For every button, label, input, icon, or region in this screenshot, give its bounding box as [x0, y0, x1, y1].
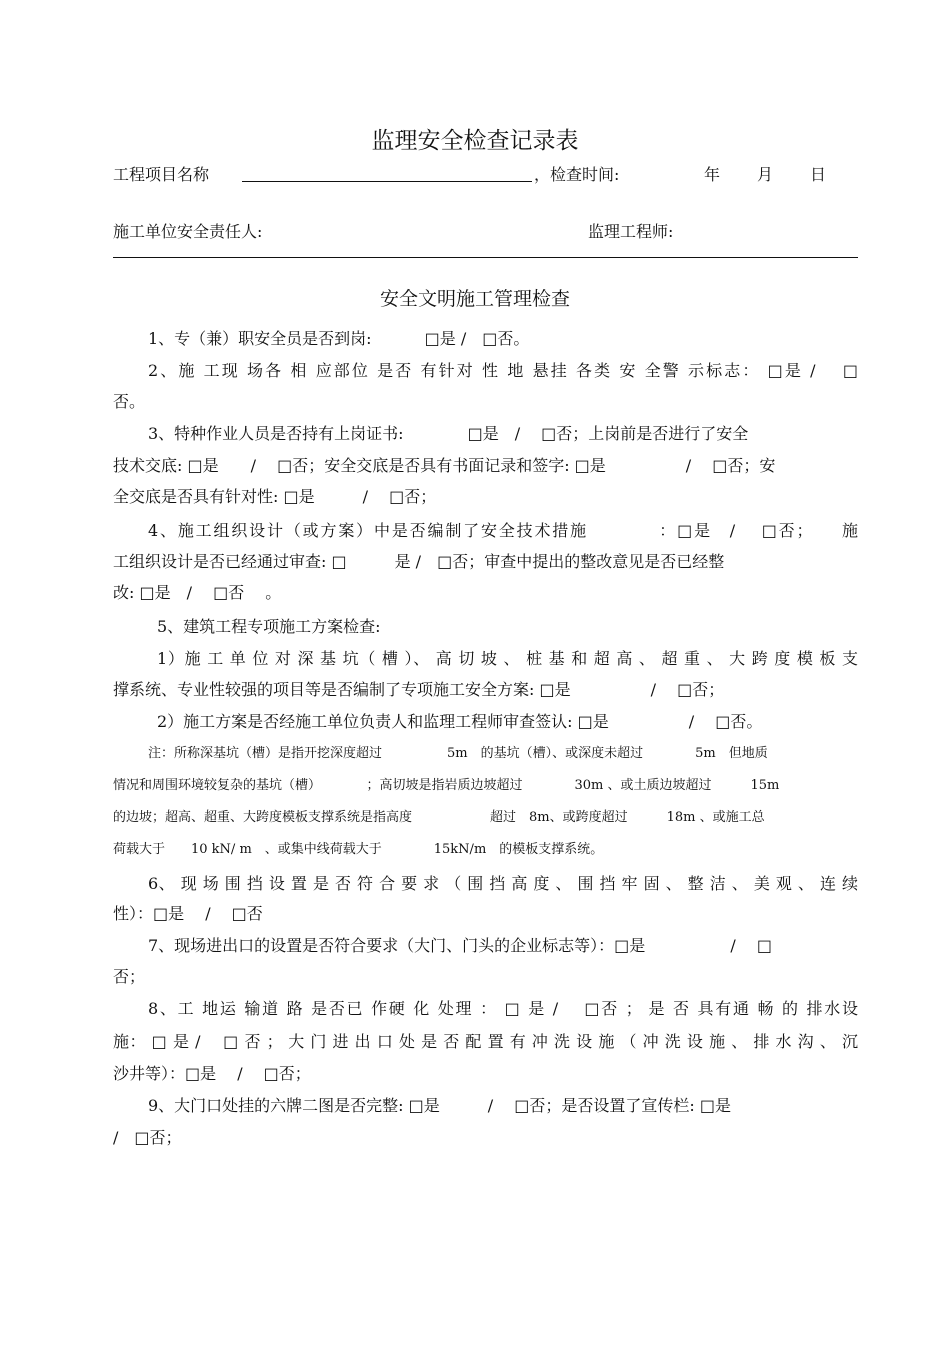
project-name-underline: [242, 181, 532, 182]
item-2-line-cont: 否。: [113, 392, 146, 411]
item-8-line-cont: 施： □ 是 / □ 否 ； 大 门 进 出 口 处 是 否 配 置 有 冲 洗 设 施 （ 冲 洗 设 施 、 排 水 沟 、 沉: [113, 1032, 858, 1051]
item-1-line: 1、专（兼）职安全员是否到岗: □是 / □否。: [148, 329, 530, 348]
note-line-cont: 的边坡；超高、超重、大跨度模板支撑系统是指高度 超过 8m、或跨度超过 18m 、或施工总: [113, 810, 765, 825]
item-2-line: 2、施 工现 场各 相 应部位 是否 有针对 性 地 悬挂 各类 安 全警 示标志： □是 / □: [148, 361, 858, 380]
item-9-line: 9、大门口处挂的六牌二图是否完整: □是 / □否；是否设置了宣传栏: □是: [148, 1096, 731, 1115]
item-4-line-cont: 改: □是 / □否 。: [113, 583, 282, 602]
item-3-line-cont: 技术交底: □是 / □否；安全交底是否具有书面记录和签字: □是 / □否；安: [113, 456, 776, 475]
item-9-line-cont: / □否；: [113, 1128, 182, 1147]
day-label: 日: [810, 165, 827, 184]
item-5-line: 5、建筑工程专项施工方案检查:: [157, 617, 381, 636]
item-4-line-cont: 工组织设计是否已经通过审查: □ 是 / □否；审查中提出的整改意见是否已经整: [113, 552, 725, 571]
document-title: 监理安全检查记录表: [371, 128, 579, 154]
item-6-line-cont: 性）：□是 / □否: [113, 904, 263, 923]
section-title: 安全文明施工管理检查: [379, 288, 570, 310]
item-8-line-cont: 沙井等）：□是 / □否；: [113, 1064, 311, 1083]
item-3-line-cont: 全交底是否具有针对性: □是 / □否；: [113, 487, 437, 506]
note-line-cont: 情况和周围环境较复杂的基坑（槽） ；高切坡是指岩质边坡超过 30m 、或土质边坡超过 15m: [113, 778, 780, 793]
item-7-line: 7、现场进出口的设置是否符合要求（大门、门头的企业标志等）：□是 / □: [148, 936, 772, 955]
header-divider: [113, 257, 858, 258]
item-5-2-line: 2）施工方案是否经施工单位负责人和监理工程师审查签认: □是 / □否。: [157, 712, 763, 731]
project-name-label: 工程项目名称: [113, 165, 210, 184]
item-7-line-cont: 否；: [113, 967, 146, 986]
item-5-1-line: 1）施 工 单 位 对 深 基 坑（ 槽 ）、 高 切 坡 、 桩 基 和 超 高 、 超 重 、 大 跨 度 模 板 支: [157, 649, 858, 668]
check-time-label: ，检查时间:: [534, 165, 620, 184]
contractor-safety-label: 施工单位安全责任人:: [113, 222, 263, 241]
supervising-engineer-label: 监理工程师:: [588, 222, 674, 241]
item-8-line: 8、工 地运 输道 路 是否已 作硬 化 处理 ： □ 是 / □否 ； 是 否 具有通 畅 的 排水设: [148, 999, 858, 1018]
note-line: 注：所称深基坑（槽）是指开挖深度超过 5m 的基坑（槽）、或深度未超过 5m 但地质: [148, 746, 768, 761]
item-5-1-line-cont: 撑系统、专业性较强的项目等是否编制了专项施工安全方案: □是 / □否；: [113, 680, 725, 699]
note-line-cont: 荷载大于 10 kN/ m 、或集中线荷载大于 15kN/m 的模板支撑系统。: [113, 842, 604, 857]
item-4-line: 4、施工组织设计（或方案）中是否编制了安全技术措施 ：□是 / □否； 施: [148, 521, 858, 540]
item-6-line: 6、 现 场 围 挡 设 置 是 否 符 合 要 求 （ 围 挡 高 度 、 围 挡 牢 固 、 整 洁 、 美 观 、 连 续: [148, 874, 858, 893]
year-label: 年: [704, 165, 721, 184]
item-3-line: 3、特种作业人员是否持有上岗证书: □是 / □否；上岗前是否进行了安全: [148, 424, 749, 443]
month-label: 月: [757, 165, 774, 184]
